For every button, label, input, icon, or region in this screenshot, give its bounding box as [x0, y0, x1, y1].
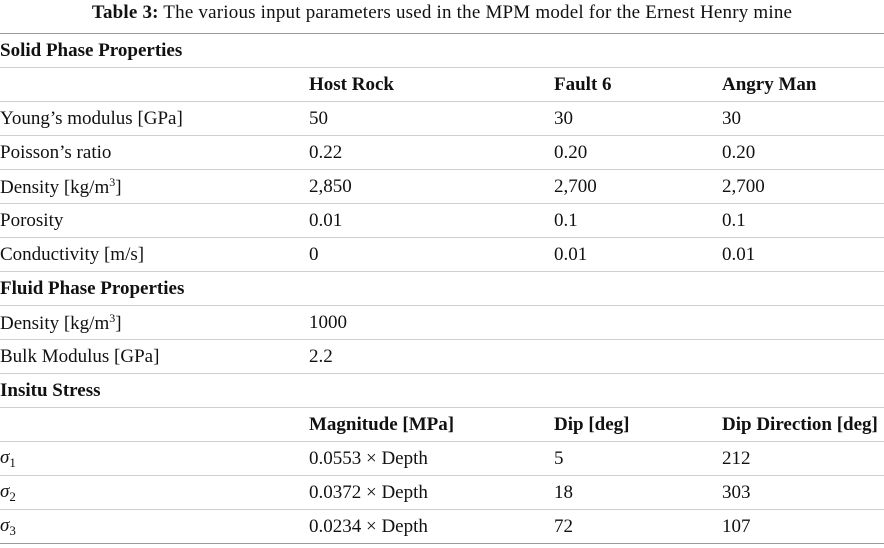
table-cell: 30 [550, 102, 718, 136]
section-title-solid: Solid Phase Properties [0, 34, 884, 68]
table-row [0, 476, 884, 510]
section-title-stress: Insitu Stress [0, 374, 884, 408]
sigma-symbol: σ [0, 446, 10, 468]
sigma-subscript: 3 [9, 522, 16, 538]
table-cell: 0.0372 × Depth [305, 476, 550, 510]
table-row [0, 136, 884, 170]
header-row-stress [0, 408, 884, 442]
table-row [0, 102, 884, 136]
table-cell: 212 [718, 442, 884, 476]
parameters-table [0, 33, 884, 544]
label-superscript: 3 [109, 174, 116, 189]
section-row-stress [0, 374, 884, 408]
section-title-fluid: Fluid Phase Properties [0, 272, 884, 306]
table-cell: 0.20 [718, 136, 884, 170]
table-row [0, 306, 884, 340]
row-label: Porosity [0, 204, 305, 238]
column-header: Fault 6 [550, 68, 718, 102]
table-row [0, 238, 884, 272]
table-row [0, 340, 884, 374]
table-cell: 303 [718, 476, 884, 510]
table-cell: 0.20 [550, 136, 718, 170]
table-cell: 0.1 [718, 204, 884, 238]
row-label: Poisson’s ratio [0, 136, 305, 170]
row-label [0, 510, 305, 544]
table-cell: 50 [305, 102, 550, 136]
table-cell: 0.01 [718, 238, 884, 272]
table-cell: 30 [718, 102, 884, 136]
table-cell: 2.2 [305, 340, 550, 374]
table-cell: 0.1 [550, 204, 718, 238]
table-cell-empty [718, 306, 884, 340]
table-cell: 2,850 [305, 170, 550, 204]
row-label [0, 476, 305, 510]
table-row [0, 204, 884, 238]
table-cell: 1000 [305, 306, 550, 340]
table-cell: 0 [305, 238, 550, 272]
header-cell-empty [0, 408, 305, 442]
table-caption [0, 2, 884, 24]
column-header: Angry Man [718, 68, 884, 102]
label-text: Density [kg/m [0, 176, 110, 198]
table-cell: 0.0553 × Depth [305, 442, 550, 476]
table-cell: 107 [718, 510, 884, 544]
table-cell: 72 [550, 510, 718, 544]
table-cell: 18 [550, 476, 718, 510]
table-cell-empty [550, 306, 718, 340]
table-cell-empty [718, 340, 884, 374]
table-cell-empty [550, 340, 718, 374]
row-label: Bulk Modulus [GPa] [0, 340, 305, 374]
table-row [0, 510, 884, 544]
row-label [0, 442, 305, 476]
table-cell: 0.01 [305, 204, 550, 238]
label-text: Density [kg/m [0, 312, 110, 334]
header-row-solid [0, 68, 884, 102]
caption-text: The various input parameters used in the MPM model for the Ernest Henry mine [158, 2, 793, 23]
sigma-symbol: σ [0, 480, 10, 502]
column-header: Dip Direction [deg] [718, 408, 884, 442]
table-row [0, 442, 884, 476]
label-text-end: ] [115, 176, 122, 198]
row-label: Young’s modulus [GPa] [0, 102, 305, 136]
label-superscript: 3 [109, 310, 116, 325]
table-row [0, 170, 884, 204]
section-row-fluid [0, 272, 884, 306]
table-cell: 2,700 [718, 170, 884, 204]
table-cell: 0.22 [305, 136, 550, 170]
table-cell: 0.0234 × Depth [305, 510, 550, 544]
section-row-solid [0, 34, 884, 68]
column-header: Host Rock [305, 68, 550, 102]
sigma-subscript: 1 [9, 454, 16, 470]
row-label: Conductivity [m/s] [0, 238, 305, 272]
column-header: Dip [deg] [550, 408, 718, 442]
table-cell: 0.01 [550, 238, 718, 272]
column-header: Magnitude [MPa] [305, 408, 550, 442]
caption-label: Table 3: [91, 2, 159, 23]
table-cell: 5 [550, 442, 718, 476]
header-cell-empty [0, 68, 305, 102]
label-text-end: ] [115, 312, 122, 334]
sigma-subscript: 2 [9, 488, 16, 504]
row-label [0, 170, 305, 204]
sigma-symbol: σ [0, 514, 10, 536]
table-cell: 2,700 [550, 170, 718, 204]
row-label [0, 306, 305, 340]
